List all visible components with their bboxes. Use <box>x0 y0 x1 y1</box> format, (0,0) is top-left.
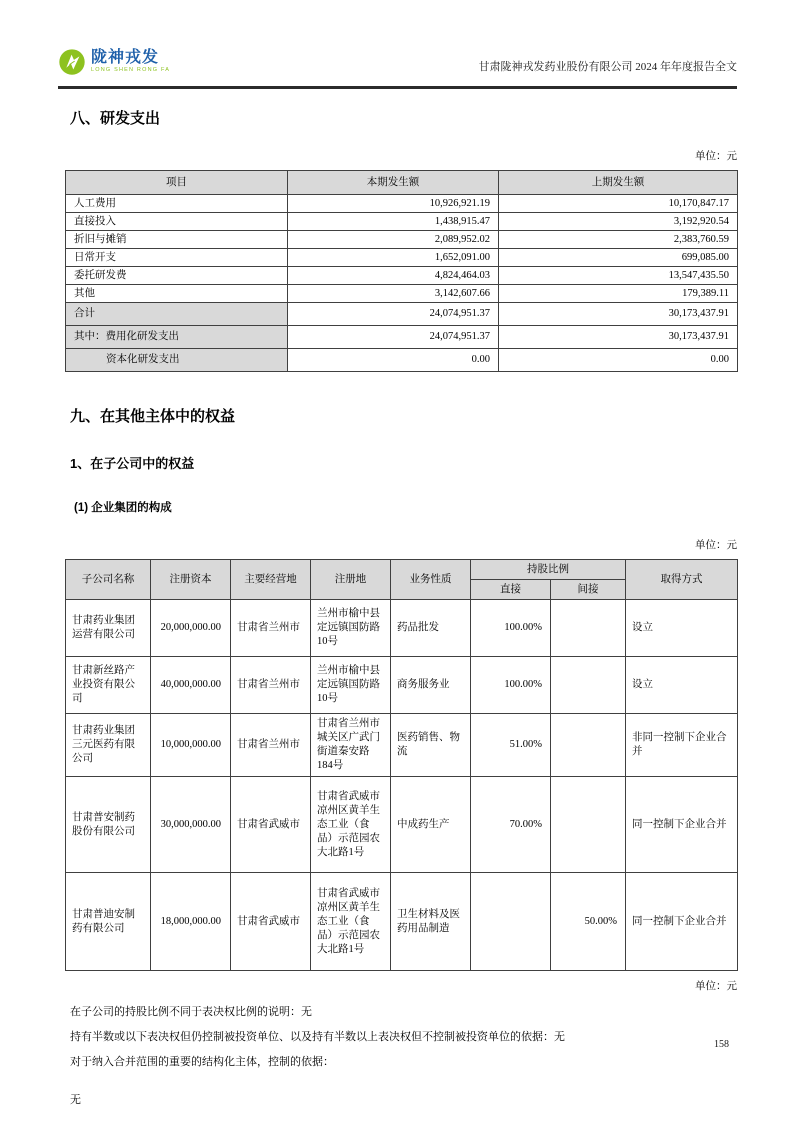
subsidiary-indirect-pct: 50.00% <box>551 873 626 971</box>
row-prior-value: 3,192,920.54 <box>499 213 738 231</box>
row-label: 其他 <box>66 285 288 303</box>
table-row-total <box>66 303 738 326</box>
notes-block <box>70 1005 737 1069</box>
subsidiary-row <box>66 777 738 873</box>
note-voting-rights: 在子公司的持股比例不同于表决权比例的说明：无 <box>70 1006 312 1018</box>
col-header-direct: 直接 <box>471 580 551 600</box>
row-label: 资本化研发支出 <box>66 349 288 372</box>
subsidiary-place: 甘肃省武威市 <box>231 777 311 873</box>
note-control-basis: 持有半数或以下表决权但仍控制被投资单位、以及持有半数以上表决权但不控制被投资单位的依据：无 <box>70 1031 565 1043</box>
row-prior-value: 2,383,760.59 <box>499 231 738 249</box>
row-prior-value: 0.00 <box>499 349 738 372</box>
table-row <box>66 213 738 231</box>
company-logo <box>58 48 170 76</box>
table-row <box>66 231 738 249</box>
subsidiary-capital: 30,000,000.00 <box>151 777 231 873</box>
subsidiary-business: 药品批发 <box>391 600 471 657</box>
table-row-expensed <box>66 326 738 349</box>
row-prior-value: 13,547,435.50 <box>499 267 738 285</box>
subsidiary-business: 商务服务业 <box>391 657 471 714</box>
subsidiary-name: 甘肃普安制药股份有限公司 <box>66 777 151 873</box>
subsidiary-acquisition: 同一控制下企业合并 <box>626 873 738 971</box>
row-label: 其中：费用化研发支出 <box>66 326 288 349</box>
row-prior-value: 10,170,847.17 <box>499 195 738 213</box>
col-header-name: 子公司名称 <box>66 560 151 600</box>
row-label: 日常开支 <box>66 249 288 267</box>
col-header-indirect: 间接 <box>551 580 626 600</box>
subsidiary-capital: 18,000,000.00 <box>151 873 231 971</box>
subsidiary-place: 甘肃省兰州市 <box>231 714 311 777</box>
subsidiary-name: 甘肃药业集团运营有限公司 <box>66 600 151 657</box>
section-title-equity: 九、在其他主体中的权益 <box>70 408 236 425</box>
rd-expense-table <box>65 170 738 372</box>
col-header-registered: 注册地 <box>311 560 391 600</box>
subsidiary-name: 甘肃普迪安制药有限公司 <box>66 873 151 971</box>
row-label: 合计 <box>66 303 288 326</box>
report-title: 甘肃陇神戎发药业股份有限公司 2024 年年度报告全文 <box>478 61 737 73</box>
subsidiary-row <box>66 873 738 971</box>
unit-label: 单位：元 <box>695 981 737 992</box>
subsidiaries-table <box>65 559 738 971</box>
subsidiary-direct-pct: 100.00% <box>471 657 551 714</box>
table-row <box>66 285 738 303</box>
table-row <box>66 249 738 267</box>
subsidiary-indirect-pct <box>551 600 626 657</box>
subsidiary-direct-pct: 70.00% <box>471 777 551 873</box>
table-row-capitalized <box>66 349 738 372</box>
unit-label: 单位：元 <box>695 540 737 551</box>
subsidiary-capital: 40,000,000.00 <box>151 657 231 714</box>
subsidiary-registered-address: 兰州市榆中县定远镇国防路10号 <box>311 657 391 714</box>
subsidiary-registered-address: 甘肃省武威市凉州区黄羊生态工业（食品）示范园农大北路1号 <box>311 873 391 971</box>
row-current-value: 1,652,091.00 <box>288 249 499 267</box>
subsidiary-indirect-pct <box>551 714 626 777</box>
subsidiary-capital: 10,000,000.00 <box>151 714 231 777</box>
col-header-holding: 持股比例 <box>471 560 626 580</box>
col-header-business: 业务性质 <box>391 560 471 600</box>
unit-label: 单位：元 <box>695 151 737 162</box>
subsidiary-registered-address: 兰州市榆中县定远镇国防路10号 <box>311 600 391 657</box>
subsidiary-business: 医药销售、物流 <box>391 714 471 777</box>
row-prior-value: 699,085.00 <box>499 249 738 267</box>
subsidiary-name: 甘肃药业集团三元医药有限公司 <box>66 714 151 777</box>
col-header-acquisition: 取得方式 <box>626 560 738 600</box>
subsection-title-group-composition: (1) 企业集团的构成 <box>74 502 172 514</box>
row-prior-value: 179,389.11 <box>499 285 738 303</box>
subsidiary-business: 卫生材料及医药用品制造 <box>391 873 471 971</box>
subsidiary-registered-address: 甘肃省兰州市城关区广武门街道秦安路184号 <box>311 714 391 777</box>
table-row <box>66 195 738 213</box>
subsidiary-indirect-pct <box>551 777 626 873</box>
col-header-current: 本期发生额 <box>288 171 499 195</box>
page-number: 158 <box>714 1039 729 1050</box>
logo-wordmark <box>91 50 170 74</box>
subsidiary-acquisition: 同一控制下企业合并 <box>626 777 738 873</box>
row-current-value: 3,142,607.66 <box>288 285 499 303</box>
table-header-row <box>66 171 738 195</box>
header-divider <box>58 86 737 89</box>
subsidiary-direct-pct: 100.00% <box>471 600 551 657</box>
subsidiary-registered-address: 甘肃省武威市凉州区黄羊生态工业（食品）示范园农大北路1号 <box>311 777 391 873</box>
logo-bird-icon <box>58 48 86 76</box>
col-header-capital: 注册资本 <box>151 560 231 600</box>
none-answer: 无 <box>70 1094 81 1106</box>
row-prior-value: 30,173,437.91 <box>499 326 738 349</box>
subsidiary-place: 甘肃省兰州市 <box>231 657 311 714</box>
logo-name-cn: 陇神戎发 <box>91 49 160 67</box>
page-content <box>65 100 737 1107</box>
row-current-value: 0.00 <box>288 349 499 372</box>
col-header-item: 项目 <box>66 171 288 195</box>
subsidiary-business: 中成药生产 <box>391 777 471 873</box>
table-header-row <box>66 560 738 580</box>
logo-name-en: LONG SHEN RONG FA <box>91 67 171 74</box>
subsection-title-subsidiaries: 1、在子公司中的权益 <box>70 456 195 471</box>
row-current-value: 24,074,951.37 <box>288 303 499 326</box>
subsidiary-acquisition: 设立 <box>626 657 738 714</box>
subsidiary-place: 甘肃省武威市 <box>231 873 311 971</box>
section-title-rd-expense: 八、研发支出 <box>70 110 161 127</box>
subsidiary-place: 甘肃省兰州市 <box>231 600 311 657</box>
subsidiary-row <box>66 714 738 777</box>
row-current-value: 4,824,464.03 <box>288 267 499 285</box>
subsidiary-capital: 20,000,000.00 <box>151 600 231 657</box>
subsidiary-indirect-pct <box>551 657 626 714</box>
subsidiary-acquisition: 设立 <box>626 600 738 657</box>
col-header-place: 主要经营地 <box>231 560 311 600</box>
col-header-prior: 上期发生额 <box>499 171 738 195</box>
row-label: 人工费用 <box>66 195 288 213</box>
row-label: 委托研发费 <box>66 267 288 285</box>
table-row <box>66 267 738 285</box>
subsidiary-row <box>66 600 738 657</box>
subsidiary-name: 甘肃新丝路产业投资有限公司 <box>66 657 151 714</box>
row-label: 折旧与摊销 <box>66 231 288 249</box>
row-current-value: 10,926,921.19 <box>288 195 499 213</box>
report-header <box>58 48 737 76</box>
row-label: 直接投入 <box>66 213 288 231</box>
note-structured-entities: 对于纳入合并范围的重要的结构化主体，控制的依据： <box>70 1056 334 1068</box>
row-current-value: 24,074,951.37 <box>288 326 499 349</box>
subsidiary-row <box>66 657 738 714</box>
subsidiary-acquisition: 非同一控制下企业合并 <box>626 714 738 777</box>
row-prior-value: 30,173,437.91 <box>499 303 738 326</box>
row-current-value: 2,089,952.02 <box>288 231 499 249</box>
subsidiary-direct-pct: 51.00% <box>471 714 551 777</box>
row-current-value: 1,438,915.47 <box>288 213 499 231</box>
subsidiary-direct-pct <box>471 873 551 971</box>
